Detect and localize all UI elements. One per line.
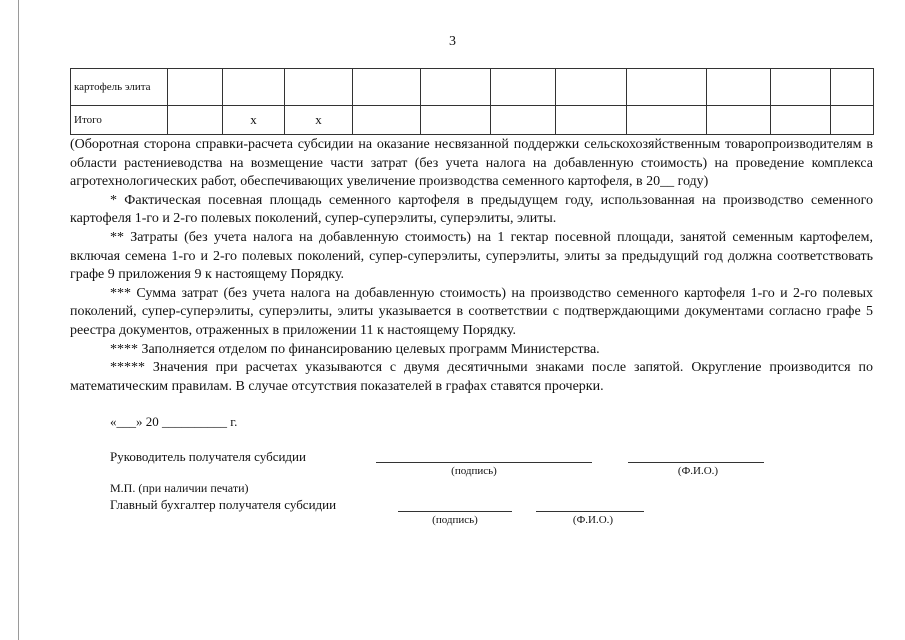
footnote-5: ***** Значения при расчетах указываются с двумя десятичными знаками после запятой. Округление производится по математическим правилам. В случае отсутствия показателей в графах ставятся прочерки. [70, 360, 873, 394]
footnote-4: **** Заполняется отделом по финансированию целевых программ Министерства. [110, 341, 600, 357]
table-cell [627, 69, 707, 106]
reverse-side-note: (Оборотная сторона справки-расчета субсидии на оказание несвязанной поддержки сельскохозяйственным товаропроизводителям в области растениеводства на возмещение части затрат (без учета налога на добавленную стоимость) на проведение комплекса агротехнологических работ, обеспечивающих увеличение производства семенного картофеля, в 20__ году) [70, 137, 873, 190]
table-cell [556, 69, 627, 106]
table-cell [353, 69, 421, 106]
head-signature-caption: (подпись) [451, 465, 497, 477]
table-cell [707, 69, 771, 106]
table-cell [491, 106, 556, 135]
table-cell [421, 69, 491, 106]
table-cell [627, 106, 707, 135]
table-cell [707, 106, 771, 135]
footnote-3: *** Сумма затрат (без учета налога на добавленную стоимость) на производство семенного картофеля 1-го и 2-го полевых поколений, супер-суперэлиты, суперэлиты, элиты указывается в соответствии с подтверждающими документами согласно графе 5 реестра документов, отраженных в приложении 11 к настоящему Порядку. [70, 285, 873, 338]
footnote-1: * Фактическая посевная площадь семенного картофеля в предыдущем году, использованная на производство семенного картофеля 1-го и 2-го полевых поколений, супер-суперэлиты, суперэлиты, элиты. [70, 192, 873, 227]
table-cell [771, 106, 831, 135]
head-signature-label: Руководитель получателя субсидии [110, 449, 306, 464]
accountant-signature-caption: (подпись) [432, 514, 478, 526]
table-cell [168, 69, 223, 106]
table-cell: Итого [71, 106, 168, 135]
table-cell [491, 69, 556, 106]
subsidy-table [70, 68, 874, 135]
head-name-caption: (Ф.И.О.) [677, 465, 719, 477]
page-number: 3 [449, 34, 456, 49]
table-cell [771, 69, 831, 106]
table-cell: х [223, 106, 285, 135]
table-cell [285, 69, 353, 106]
table-cell [353, 106, 421, 135]
table-cell [556, 106, 627, 135]
page-edge-line [18, 0, 19, 640]
accountant-signature-line [398, 511, 512, 512]
date-line: «___» 20 __________ г. [110, 414, 238, 429]
accountant-signature-label: Главный бухгалтер получателя субсидии [110, 497, 337, 512]
body-text [70, 136, 873, 396]
table-cell [168, 106, 223, 135]
seal-note: М.П. (при наличии печати) [110, 481, 249, 495]
accountant-name-line [536, 511, 644, 512]
table-row-potato-elite [71, 69, 874, 106]
head-signature-line [376, 462, 592, 463]
accountant-name-caption: (Ф.И.О.) [572, 514, 614, 526]
table-cell [831, 106, 874, 135]
table-row-total [71, 106, 874, 135]
head-name-line [628, 462, 764, 463]
table-cell [223, 69, 285, 106]
footnote-2: ** Затраты (без учета налога на добавленную стоимость) на 1 гектар посевной площади, занятой семенным картофелем, включая семена 1-го и 2-го полевых поколений, супер-суперэлиты, суперэлиты, элиты за предыдущий год должна соответствовать графе 9 приложения 9 к настоящему Порядку. [70, 229, 873, 283]
table-cell [421, 106, 491, 135]
table-cell: х [285, 106, 353, 135]
table-cell: картофель элита [71, 69, 168, 106]
table-cell [831, 69, 874, 106]
